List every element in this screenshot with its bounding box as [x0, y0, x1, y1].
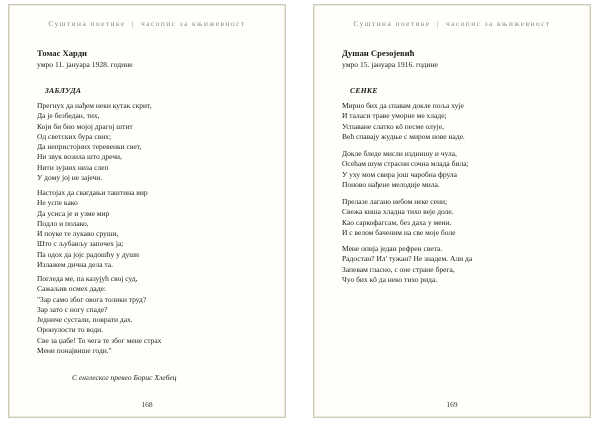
author-death-date: умро 11. јануара 1928. године: [37, 60, 133, 69]
running-head-separator: |: [436, 19, 440, 28]
poem-stanza: [37, 101, 152, 183]
poem-line: Успаване слатко кô песме олује,: [342, 121, 444, 131]
poem-line: Докле бледе мисли изднишу и чула,: [342, 149, 457, 158]
poem-line: Од светских бура свих;: [37, 131, 112, 141]
poem-line: И с велом баченим на све моје боле: [342, 227, 456, 237]
journal-title: Суштина поетике: [48, 19, 126, 28]
poem-stanza: [37, 188, 148, 270]
poem-title: ЗАБЛУДА: [45, 86, 82, 95]
poem-line: Као саркофагсам, без дaха у мени.: [342, 217, 452, 227]
poem-line: Једниче сустали, поврати дах.: [37, 315, 133, 325]
poem-line: Погледа ме, па казујућ свој суд,: [37, 274, 138, 283]
poem-stanza: [342, 244, 472, 285]
poem-line: Поново нађене мелодије мила.: [342, 179, 440, 189]
journal-subtitle: часопис за књижевност: [141, 19, 246, 28]
poem-line: Излажем дична дела та.: [37, 260, 113, 270]
poem-line: Не успе како: [37, 198, 78, 208]
poem-stanza: [342, 149, 469, 190]
right-page: [313, 4, 591, 418]
poem-line: У уху мом свира још чаробна фрула: [342, 169, 457, 179]
poem-line: Ни звук возила што дречи,: [37, 152, 122, 162]
poem-line: Нити зујних низа слеп: [37, 162, 109, 172]
poem-line: Свежа киша хладна тихо веје доле.: [342, 207, 454, 217]
running-head-separator: |: [131, 19, 135, 28]
poem-line: Који би био мојој драгој штит: [37, 121, 133, 131]
poem-line: Оронулости то води.: [37, 325, 104, 335]
translator-note: С енглеског превео Борис Хлебец: [72, 373, 177, 382]
poem-line: Чуо бих кô да неко тихо рида.: [342, 274, 438, 284]
poem-line: И поуке те лукаво сруши,: [37, 229, 119, 239]
poem-stanza: [342, 197, 455, 238]
journal-subtitle: часопис за књижевност: [446, 19, 551, 28]
poem-stanza: [342, 101, 465, 142]
poem-line: "Зар само због овога толики труд?: [37, 294, 147, 304]
poem-line: Да је безбедан, тих,: [37, 111, 100, 121]
author-name: Томас Харди: [37, 48, 88, 58]
poem-line: Прелазе лагано небом неке сени;: [342, 197, 448, 206]
author-death-date: умро 15. јануара 1916. године: [342, 60, 438, 69]
running-head: [314, 19, 590, 28]
poem-line: Настојах да свагдањи таштина вир: [37, 188, 148, 197]
poem-line: Што с љубављу започех ја;: [37, 239, 124, 249]
poem-stanza: [37, 274, 161, 356]
poem-line: Већ спавају жудње с миром нове наде.: [342, 131, 465, 141]
poem-line: У дому јој не зајечи.: [37, 173, 103, 183]
poem-line: Да усиса је и узме мир: [37, 208, 110, 218]
poem-line: Радостан? Ил' тужан? Не знадем. Али да: [342, 254, 473, 264]
poem-line: Све за џабе! То чега те због мене страх: [37, 335, 162, 345]
poem-line: Запевам гласно, с оне стране брега,: [342, 264, 455, 274]
poem-line: Осећам шум страсни сочна млада била;: [342, 159, 469, 169]
poem-line: Сажаљив осмех даде:: [37, 284, 106, 294]
journal-title: Суштина поетике: [353, 19, 431, 28]
page-number: 169: [446, 400, 458, 409]
poem-line: Мене опија један рефрен света.: [342, 244, 443, 253]
page-number: 168: [141, 400, 153, 409]
poem-line: Мени понајвише годи.": [37, 346, 112, 356]
poem-title: СЕНКЕ: [350, 86, 378, 95]
poem-line: Прегнух да нађем неки кутак скрит,: [37, 101, 152, 110]
poem-line: Зар зато с ногу спаде?: [37, 304, 108, 314]
running-head: [9, 19, 285, 28]
poem-line: Мирно бих да спавам докле поља хује: [342, 101, 464, 110]
poem-line: Да непристојних теревенки свет,: [37, 142, 142, 152]
poem-line: И таласи траве уморне ме хладе;: [342, 111, 447, 121]
author-name: Душан Срезојевић: [342, 48, 415, 58]
left-page: [8, 4, 286, 418]
poem-line: Па одох да јојс радошћу у души: [37, 249, 140, 259]
poem-line: Подло и полако,: [37, 218, 89, 228]
